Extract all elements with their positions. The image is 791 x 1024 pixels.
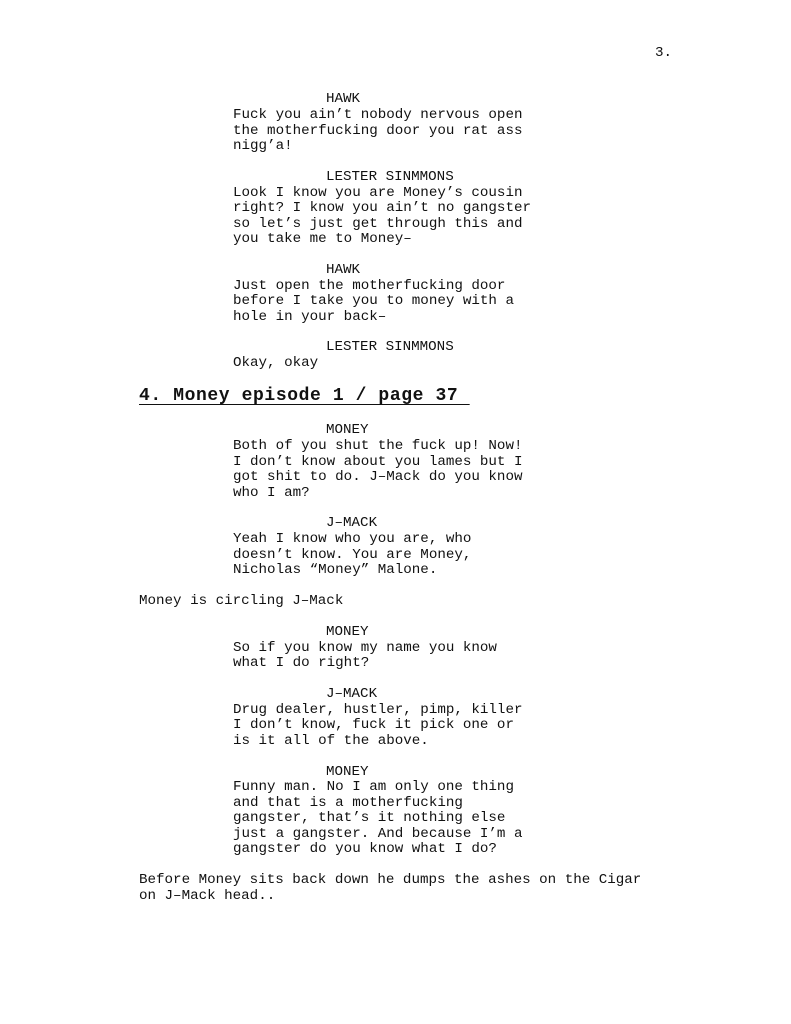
action-line: Before Money sits back down he dumps the ashes on the Cigar [139,872,642,888]
dialogue-line: Drug dealer, hustler, pimp, killer [233,701,523,718]
dialogue-line: Just open the motherfucking door [233,277,506,294]
dialogue-line: I don’t know, fuck it pick one or [233,717,514,733]
dialogue-line: the motherfucking door you rat ass [233,122,523,139]
dialogue-line: Yeah I know who you are, who [233,531,472,547]
character-name: MONEY [326,422,369,438]
character-name: LESTER SINMMONS [326,339,454,355]
dialogue-line: Look I know you are Money’s cousin [233,184,523,201]
dialogue-line: doesn’t know. You are Money, [233,546,472,563]
dialogue-line: hole in your back– [233,308,387,325]
dialogue-line: before I take you to money with a [233,293,514,309]
dialogue-line: Funny man. No I am only one thing [233,779,514,795]
dialogue-line: gangster do you know what I do? [233,841,497,857]
character-name: MONEY [326,624,369,640]
dialogue-line: and that is a motherfucking [233,794,463,811]
character-name: J–MACK [326,515,378,531]
dialogue-line: gangster, that’s it nothing else [233,810,506,826]
dialogue-line: you take me to Money– [233,231,412,247]
dialogue-line: got shit to do. J–Mack do you know [233,469,523,485]
character-name: MONEY [326,764,369,780]
dialogue-line: Okay, okay [233,355,319,371]
action-line: on J–Mack head.. [139,888,276,904]
dialogue-line: nigg’a! [233,138,293,154]
dialogue-line: Nicholas “Money” Malone. [233,562,438,578]
dialogue-line: who I am? [233,484,310,501]
dialogue-line: so let’s just get through this and [233,215,523,232]
character-name: HAWK [326,262,361,278]
action-line: Money is circling J–Mack [139,593,344,609]
dialogue-line: just a gangster. And because I’m a [233,825,523,842]
dialogue-line: what I do right? [233,655,370,671]
page-number: 3. [655,45,673,61]
scene-heading: 4. Money episode 1 / page 37 [139,386,470,406]
dialogue-line: Both of you shut the fuck up! Now! [233,438,523,454]
dialogue-line: So if you know my name you know [233,639,497,656]
character-name: HAWK [326,91,361,107]
dialogue-line: right? I know you ain’t no gangster [233,200,531,216]
dialogue-line: I don’t know about you lames but I [233,453,523,470]
dialogue-line: is it all of the above. [233,732,429,749]
character-name: J–MACK [326,686,378,702]
dialogue-line: Fuck you ain’t nobody nervous open [233,107,523,123]
character-name: LESTER SINMMONS [326,169,454,185]
